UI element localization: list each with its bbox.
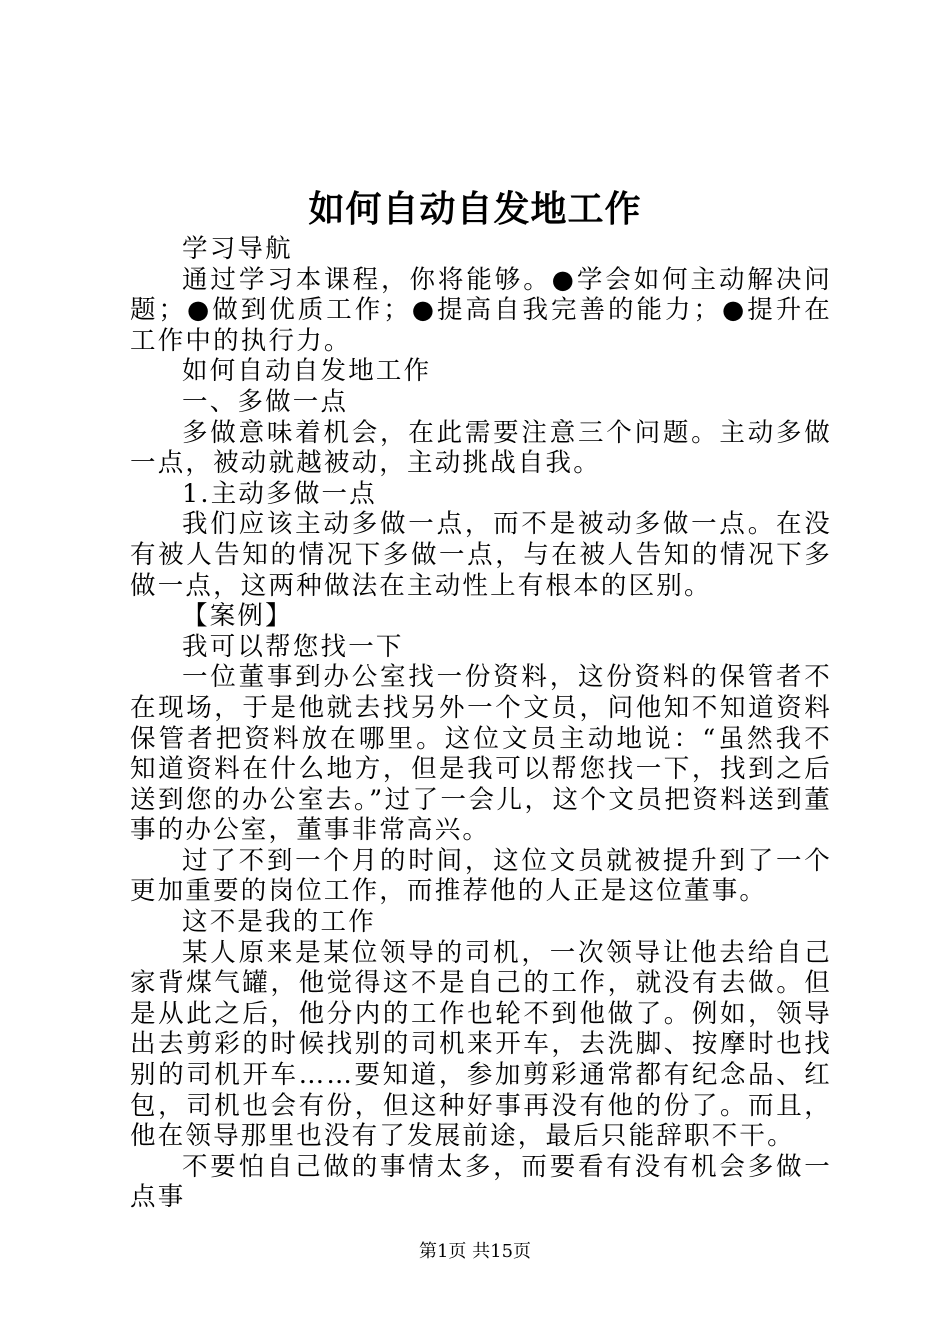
paragraph-case-title: 这不是我的工作 bbox=[182, 907, 376, 938]
paragraph-text: 不要怕自己做的事情太多，而要看有没有机会多做一点事 bbox=[130, 1151, 832, 1213]
document-body bbox=[130, 234, 832, 1213]
paragraph-text: 多做意味着机会，在此需要注意三个问题。主动多做一点，被动就越被动，主动挑战自我。 bbox=[130, 417, 832, 479]
paragraph-text: 过了不到一个月的时间，这位文员就被提升到了一个更加重要的岗位工作，而推荐他的人正是这位董事。 bbox=[130, 845, 832, 907]
paragraph-text: 某人原来是某位领导的司机，一次领导让他去给自己家背煤气罐，他觉得这不是自己的工作，就没有去做。但是从此之后，他分内的工作也轮不到他做了。例如，领导出去剪彩的时候找别的司机来开车，去洗脚、按摩时也找别的司机开车……要知道，参加剪彩通常都有纪念品、红包，司机也会有份，但这种好事再没有他的份了。而且，他在领导那里也没有了发展前途，最后只能辞职不干。 bbox=[130, 937, 832, 1152]
paragraph-section-title: 如何自动自发地工作 bbox=[182, 356, 432, 387]
paragraph-case-label: 【案例】 bbox=[182, 601, 293, 632]
document-title: 如何自动自发地工作 bbox=[308, 188, 642, 230]
paragraph-text: 一位董事到办公室找一份资料，这份资料的保管者不在现场，于是他就去找另外一个文员，问他知不知道资料保管者把资料放在哪里。这位文员主动地说：“虽然我不知道资料在什么地方，但是我可以帮您找一下，找到之后送到您的办公室去。”过了一会儿，这个文员把资料送到董事的办公室，董事非常高兴。 bbox=[130, 662, 832, 846]
paragraph-subheading-1: 1.主动多做一点 bbox=[182, 478, 377, 509]
page-footer: 第1页 共15页 bbox=[418, 1241, 532, 1262]
paragraph-case-title: 我可以帮您找一下 bbox=[182, 631, 404, 662]
paragraph-heading-1: 一、多做一点 bbox=[182, 386, 349, 417]
paragraph-text: 我们应该主动多做一点，而不是被动多做一点。在没有被人告知的情况下多做一点，与在被人告知的情况下多做一点，这两种做法在主动性上有根本的区别。 bbox=[130, 509, 832, 601]
paragraph-study-guide: 学习导航 bbox=[182, 234, 293, 264]
paragraph-objectives: 通过学习本课程，你将能够。●学会如何主动解决问题；●做到优质工作；●提高自我完善的能力；●提升在工作中的执行力。 bbox=[130, 264, 832, 356]
